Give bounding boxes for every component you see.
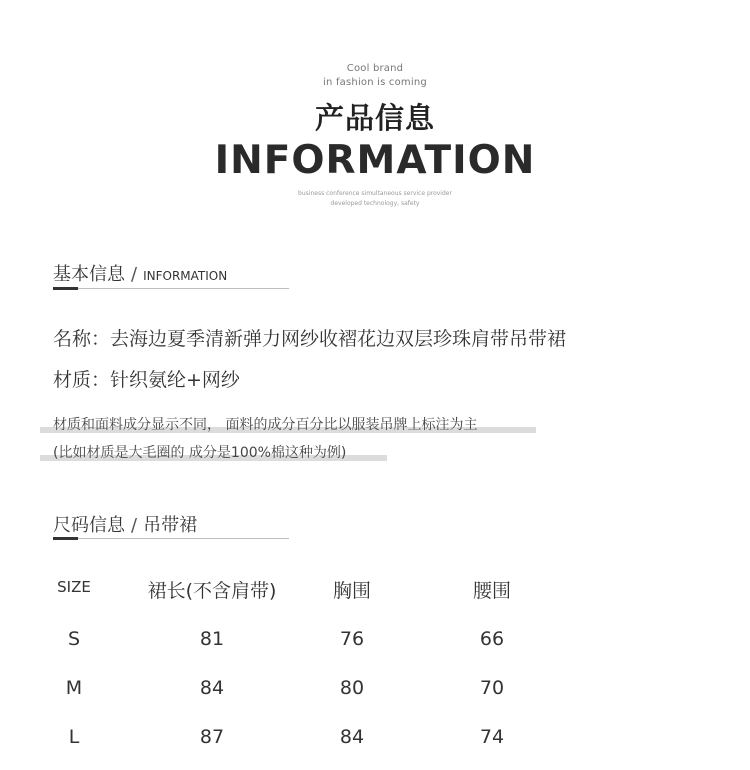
section-divider — [53, 538, 289, 539]
table-cell-bust: 84 — [339, 726, 365, 748]
section-divider-accent — [53, 537, 78, 540]
size-info-title: 尺码信息 — [53, 515, 125, 536]
basic-info-title: 基本信息 — [53, 264, 125, 285]
brand-tagline — [0, 62, 750, 90]
table-cell-length: 81 — [199, 628, 225, 650]
material-note-line-1: 材质和面料成分显示不同， 面料的成分百分比以服装吊牌上标注为主 — [53, 417, 478, 433]
header-subtitle — [0, 189, 750, 209]
table-cell-waist: 70 — [479, 677, 505, 699]
section-divider-accent — [53, 287, 78, 290]
size-info-subtitle: 吊带裙 — [143, 515, 198, 536]
product-material: 材质：针织氨纶+网纱 — [53, 369, 240, 391]
col-header-length: 裙长(不含肩带) — [147, 580, 277, 602]
table-cell-waist: 66 — [479, 628, 505, 650]
material-note-line-2: (比如材质是大毛圈的 成分是100%棉这种为例) — [53, 445, 347, 461]
brand-line-2: in fashion is coming — [323, 77, 427, 88]
table-cell-size: S — [67, 628, 81, 650]
col-header-bust: 胸围 — [332, 580, 371, 602]
table-cell-bust: 76 — [339, 628, 365, 650]
size-info-heading — [53, 511, 197, 537]
col-header-size: SIZE — [57, 578, 91, 596]
section-divider — [53, 288, 289, 289]
basic-info-heading — [53, 260, 227, 286]
subtitle-line-1: business conference simultaneous service provider — [298, 190, 452, 197]
table-cell-length: 84 — [199, 677, 225, 699]
subtitle-line-2: developed technology, safety — [330, 200, 420, 207]
product-name: 名称：去海边夏季清新弹力网纱收褶花边双层珍珠肩带吊带裙 — [53, 328, 567, 350]
table-cell-size: M — [65, 677, 83, 699]
page-title-en: INFORMATION — [214, 138, 536, 183]
col-header-waist: 腰围 — [472, 580, 511, 602]
table-cell-length: 87 — [199, 726, 225, 748]
page-title-cn: 产品信息 — [314, 101, 435, 135]
heading-slash: / — [131, 515, 138, 536]
brand-line-1: Cool brand — [346, 63, 404, 74]
table-cell-bust: 80 — [339, 677, 365, 699]
table-cell-waist: 74 — [479, 726, 505, 748]
basic-info-title-en: INFORMATION — [143, 269, 228, 283]
heading-slash: / — [131, 264, 138, 285]
table-cell-size: L — [68, 726, 80, 748]
